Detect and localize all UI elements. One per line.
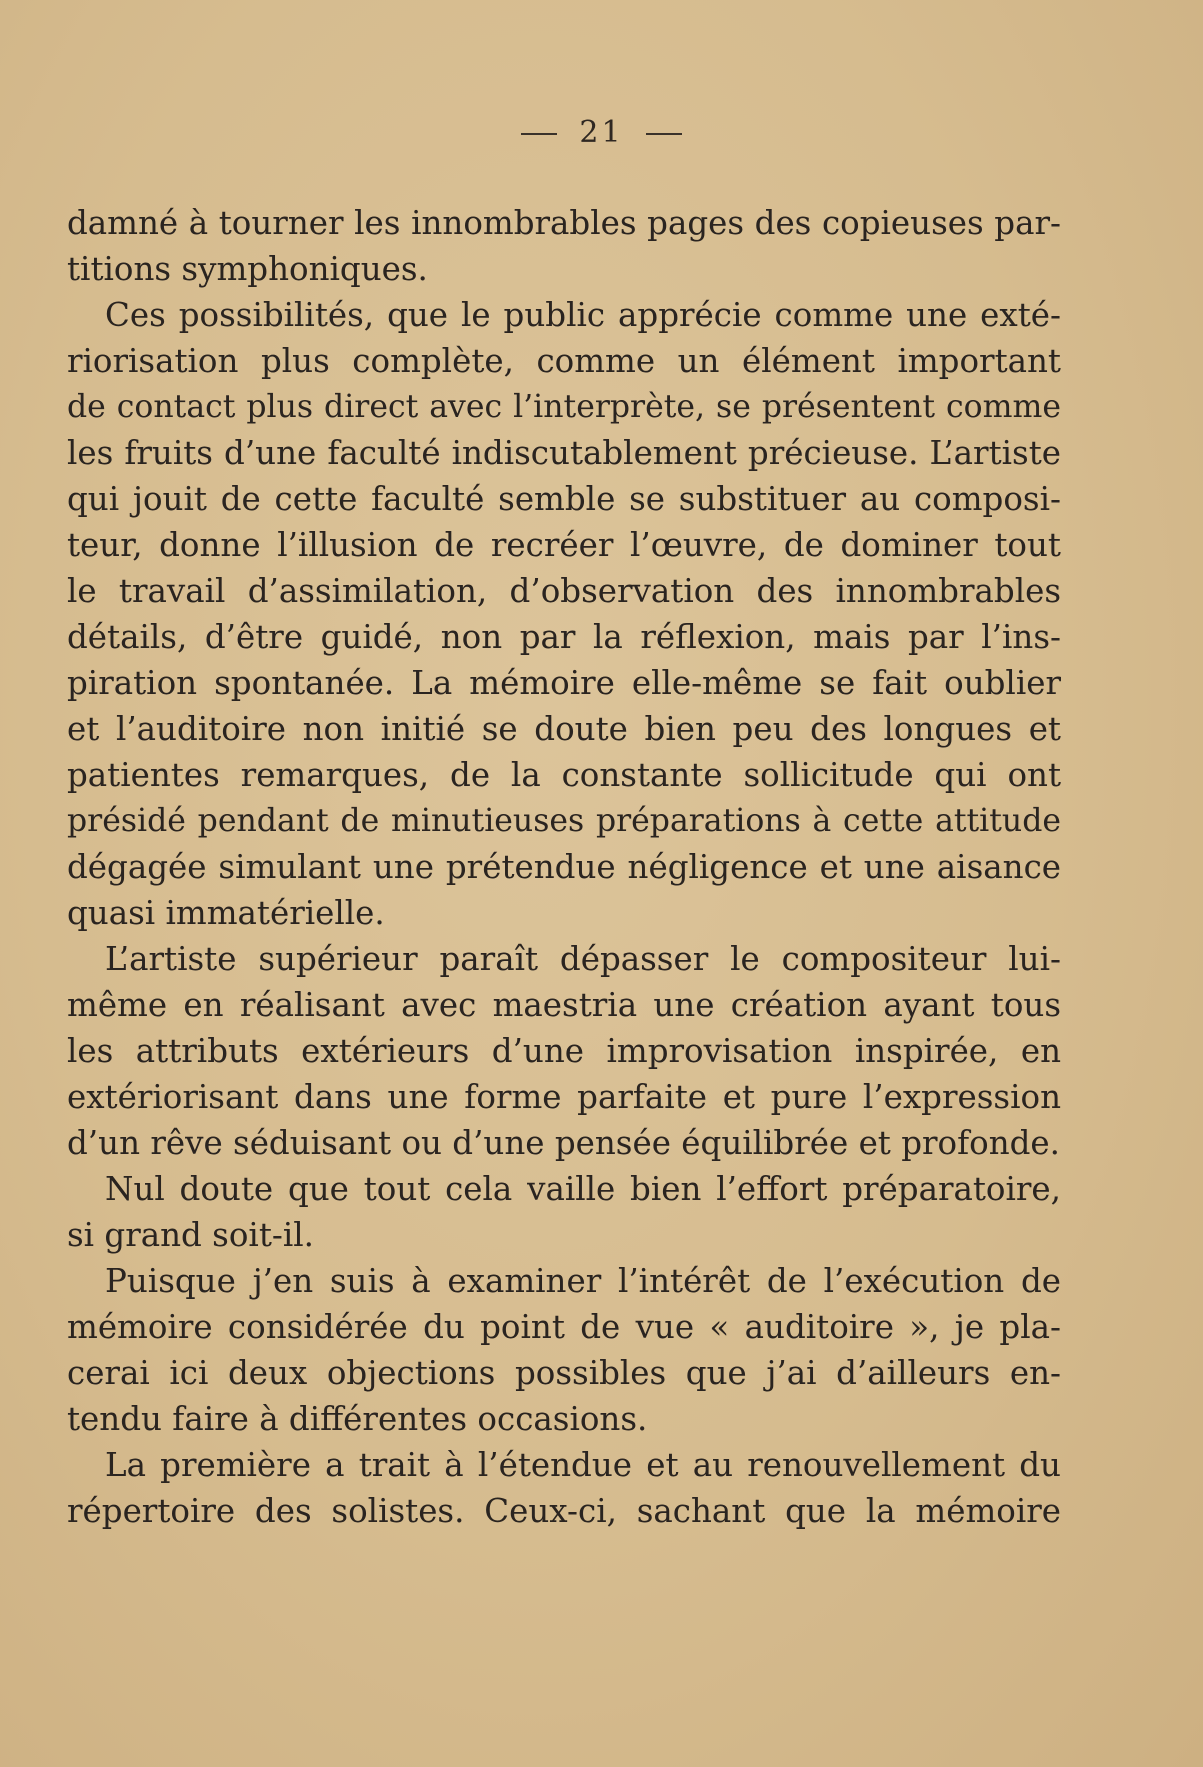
text-line: titions symphoniques.: [67, 250, 428, 288]
page-number: 21: [579, 115, 624, 150]
text-line: si grand soit-il.: [67, 1216, 314, 1254]
text-line: L’artiste supérieur paraît dépasser le compositeur lui-: [105, 940, 1061, 978]
text-line: les attributs extérieurs d’une improvisation inspirée, en: [67, 1032, 1061, 1070]
header-dash-left: [521, 133, 557, 135]
text-line: et l’auditoire non initié se doute bien peu des longues et: [67, 710, 1061, 748]
text-line: damné à tourner les innombrables pages des copieuses par-: [67, 204, 1061, 242]
header-dash-right: [646, 133, 682, 135]
text-line: piration spontanée. La mémoire elle-même se fait oublier: [67, 664, 1061, 702]
text-line: détails, d’être guidé, non par la réflexion, mais par l’ins-: [67, 618, 1061, 656]
text-line: dégagée simulant une prétendue négligence et une aisance: [67, 848, 1061, 886]
text-line: patientes remarques, de la constante sollicitude qui ont: [67, 756, 1061, 794]
text-line: tendu faire à différentes occasions.: [67, 1400, 648, 1438]
text-line: même en réalisant avec maestria une création ayant tous: [67, 986, 1061, 1024]
text-line: riorisation plus complète, comme un élément important: [67, 342, 1061, 380]
text-line: extériorisant dans une forme parfaite et pure l’expression: [67, 1078, 1061, 1116]
text-line: Ces possibilités, que le public apprécie comme une exté-: [105, 296, 1061, 334]
text-line: quasi immatérielle.: [67, 894, 385, 932]
text-line: Nul doute que tout cela vaille bien l’effort préparatoire,: [105, 1170, 1061, 1208]
text-line: d’un rêve séduisant ou d’une pensée équilibrée et profonde.: [67, 1124, 1060, 1162]
text-line: cerai ici deux objections possibles que j’ai d’ailleurs en-: [67, 1354, 1061, 1392]
text-line: qui jouit de cette faculté semble se substituer au composi-: [67, 480, 1061, 518]
text-line: présidé pendant de minutieuses préparations à cette attitude: [67, 803, 1061, 839]
body-text: [67, 200, 1061, 1534]
text-line: de contact plus direct avec l’interprète, se présentent comme: [67, 389, 1061, 425]
text-line: mémoire considérée du point de vue « auditoire », je pla-: [67, 1308, 1061, 1346]
text-line: le travail d’assimilation, d’observation des innombrables: [67, 572, 1061, 610]
page-header: [0, 115, 1203, 150]
text-line: Puisque j’en suis à examiner l’intérêt de l’exécution de: [105, 1262, 1061, 1300]
text-line: les fruits d’une faculté indiscutablement précieuse. L’artiste: [67, 434, 1061, 472]
text-line: répertoire des solistes. Ceux-ci, sachant que la mémoire: [67, 1492, 1061, 1530]
text-line: teur, donne l’illusion de recréer l’œuvre, de dominer tout: [67, 526, 1061, 564]
text-line: La première a trait à l’étendue et au renouvellement du: [105, 1446, 1061, 1484]
